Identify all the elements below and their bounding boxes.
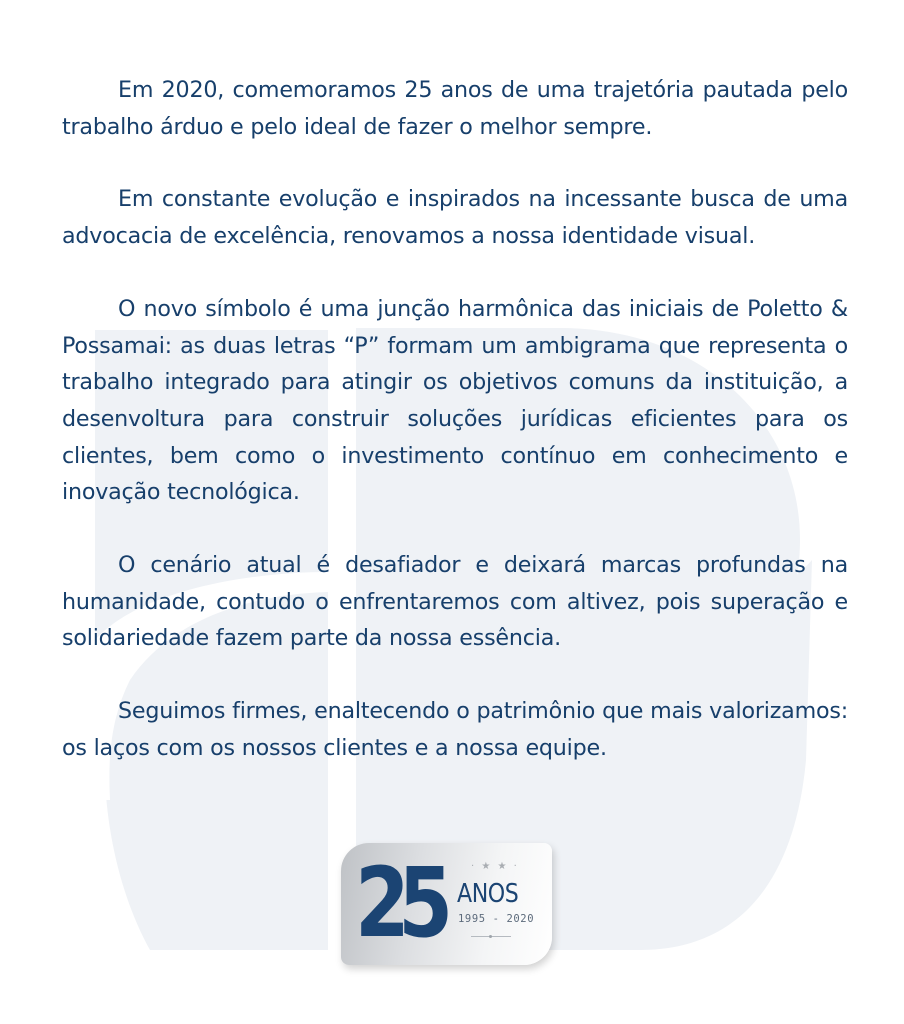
paragraph-current-scenario: O cenário atual é desafiador e deixará marcas profundas na humanidade, contudo o enfrentaremos com altivez, pois superação e solidariedade fazem parte da nossa essência.	[62, 552, 848, 652]
logo-label: ANOS	[457, 879, 519, 909]
paragraph-visual-identity: Em constante evolução e inspirados na incessante busca de uma advocacia de excelência, renovamos a nossa identidade visual.	[62, 186, 848, 250]
logo-divider	[471, 936, 511, 937]
paragraph-new-symbol: O novo símbolo é uma junção harmônica das iniciais de Poletto & Possamai: as duas letras “P” formam um ambigrama que representa o trabalho integrado para atingir os objetivos comuns da instituição, a desenvoltura para construir soluções jurídicas eficientes para os clientes, bem como o investimento contínuo em conhecimento e inovação tecnológica.	[62, 295, 848, 506]
logo-number: 25	[355, 847, 442, 959]
25-anos-logo	[341, 843, 552, 965]
paragraph-anniversary: Em 2020, comemoramos 25 anos de uma trajetória pautada pelo trabalho árduo e pelo ideal de fazer o melhor sempre.	[62, 77, 848, 140]
stars-icon: · ★ ★ ·	[471, 861, 519, 872]
paragraph-closing: Seguimos firmes, enaltecendo o patrimônio que mais valorizamos: os laços com os nossos clientes e a nossa equipe.	[62, 698, 848, 761]
logo-years: 1995 - 2020	[458, 913, 535, 925]
letter-body	[62, 72, 848, 803]
